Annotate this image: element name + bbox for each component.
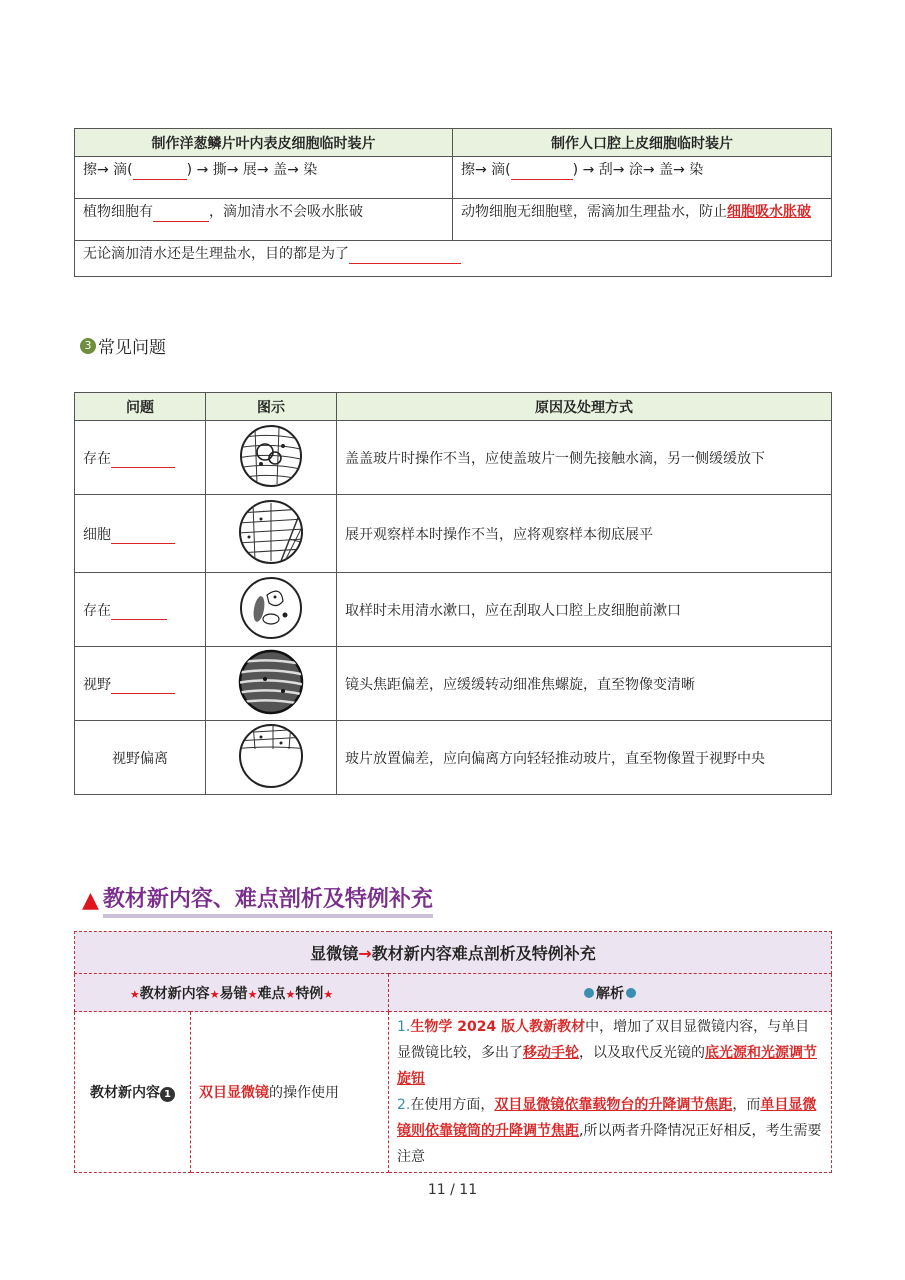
figure-cell: [206, 647, 337, 721]
section-heading-new-content: ▲ 教材新内容、难点剖析及特例补充: [82, 882, 433, 918]
plant-cell-note: 植物细胞有 ，滴加清水不会吸水胀破: [75, 199, 453, 241]
reason-cell: 取样时未用清水漱口，应在刮取人口腔上皮细胞前漱口: [337, 573, 832, 647]
row-item: 双目显微镜的操作使用: [191, 1012, 389, 1173]
header-onion: 制作洋葱鳞片叶内表皮细胞临时装片: [75, 129, 453, 157]
analysis-text: 1.生物学 2024 版人教新教材中，增加了双目显微镜内容，与单目显微镜比较，多出了移动手轮，以及取代反光镜的底光源和光源调节旋钮 2.在使用方面，双目显微镜依靠载物台的升降调节焦距，而单目显微镜则依靠镜筒的升降调节焦距,所以两者升降情况正好相反，考生需要注意: [389, 1012, 832, 1173]
page-number: 11 / 11: [427, 1182, 478, 1198]
table-row: [75, 647, 832, 721]
reason-cell: 展开观察样本时操作不当，应将观察样本彻底展平: [337, 495, 832, 573]
dot-icon: [584, 988, 594, 998]
dot-icon: [626, 988, 636, 998]
blank-line: [349, 248, 461, 264]
table-row: [75, 721, 832, 795]
figure-cell: [206, 495, 337, 573]
col-header-problem: 问题: [75, 393, 206, 421]
header-cheek: 制作人口腔上皮细胞临时装片: [453, 129, 832, 157]
star-icon: ★: [209, 987, 220, 1001]
microscope-analysis-table: [74, 931, 832, 1173]
star-icon: ★: [247, 987, 258, 1001]
blank-line: [133, 164, 187, 180]
figure-cell: [206, 421, 337, 495]
figure-cell: [206, 573, 337, 647]
offset-figure-icon: [231, 723, 311, 789]
circle-number-icon: 3: [80, 338, 96, 354]
animal-cell-note: 动物细胞无细胞壁，需滴加生理盐水，防止细胞吸水胀破: [453, 199, 832, 241]
blank-line: [111, 528, 175, 544]
reason-cell: 盖盖玻片时操作不当，应使盖玻片一侧先接触水滴，另一侧缓缓放下: [337, 421, 832, 495]
star-icon: ★: [323, 987, 334, 1001]
blank-line: [153, 206, 209, 222]
table-row: [75, 1012, 832, 1173]
col-header-reason: 原因及处理方式: [337, 393, 832, 421]
common-problems-table: [74, 392, 832, 795]
section-heading-common-problems: 3 常见问题: [80, 333, 166, 358]
slide-prep-table: [74, 128, 832, 277]
blank-line: [111, 452, 175, 468]
blank-line: [111, 678, 175, 694]
table-row: [75, 573, 832, 647]
bubbles-figure-icon: [231, 424, 311, 488]
problem-cell: 存在: [75, 421, 206, 495]
problem-cell: 细胞: [75, 495, 206, 573]
reason-cell: 镜头焦距偏差，应缓缓转动细准焦螺旋，直至物像变清晰: [337, 647, 832, 721]
star-icon: ★: [129, 987, 140, 1001]
table-title: 显微镜→教材新内容难点剖析及特例补充: [75, 932, 832, 974]
category-header: ★教材新内容★易错★难点★特例★: [75, 974, 389, 1012]
cheek-steps: 擦→ 滴( ) → 刮→ 涂→ 盖→ 染: [453, 157, 832, 199]
circle-number-icon: 1: [160, 1087, 175, 1102]
analysis-header: 解析: [389, 974, 832, 1012]
triangle-icon: ▲: [82, 887, 99, 913]
col-header-figure: 图示: [206, 393, 337, 421]
table-row: [75, 495, 832, 573]
impurities-figure-icon: [231, 575, 311, 641]
reason-cell: 玻片放置偏差，应向偏离方向轻轻推动玻片，直至物像置于视野中央: [337, 721, 832, 795]
blurry-figure-icon: [231, 649, 311, 715]
blank-line: [111, 604, 167, 620]
row-label: 教材新内容 1: [75, 1012, 191, 1173]
problem-cell: 视野偏离: [75, 721, 206, 795]
blank-line: [511, 164, 573, 180]
overlap-figure-icon: [231, 499, 311, 565]
star-icon: ★: [285, 987, 296, 1001]
problem-cell: 视野: [75, 647, 206, 721]
arrow-icon: →: [358, 944, 372, 963]
onion-steps: 擦→ 滴( ) → 撕→ 展→ 盖→ 染: [75, 157, 453, 199]
figure-cell: [206, 721, 337, 795]
purpose-row: 无论滴加清水还是生理盐水，目的都是为了: [75, 241, 832, 277]
table-row: [75, 421, 832, 495]
problem-cell: 存在: [75, 573, 206, 647]
